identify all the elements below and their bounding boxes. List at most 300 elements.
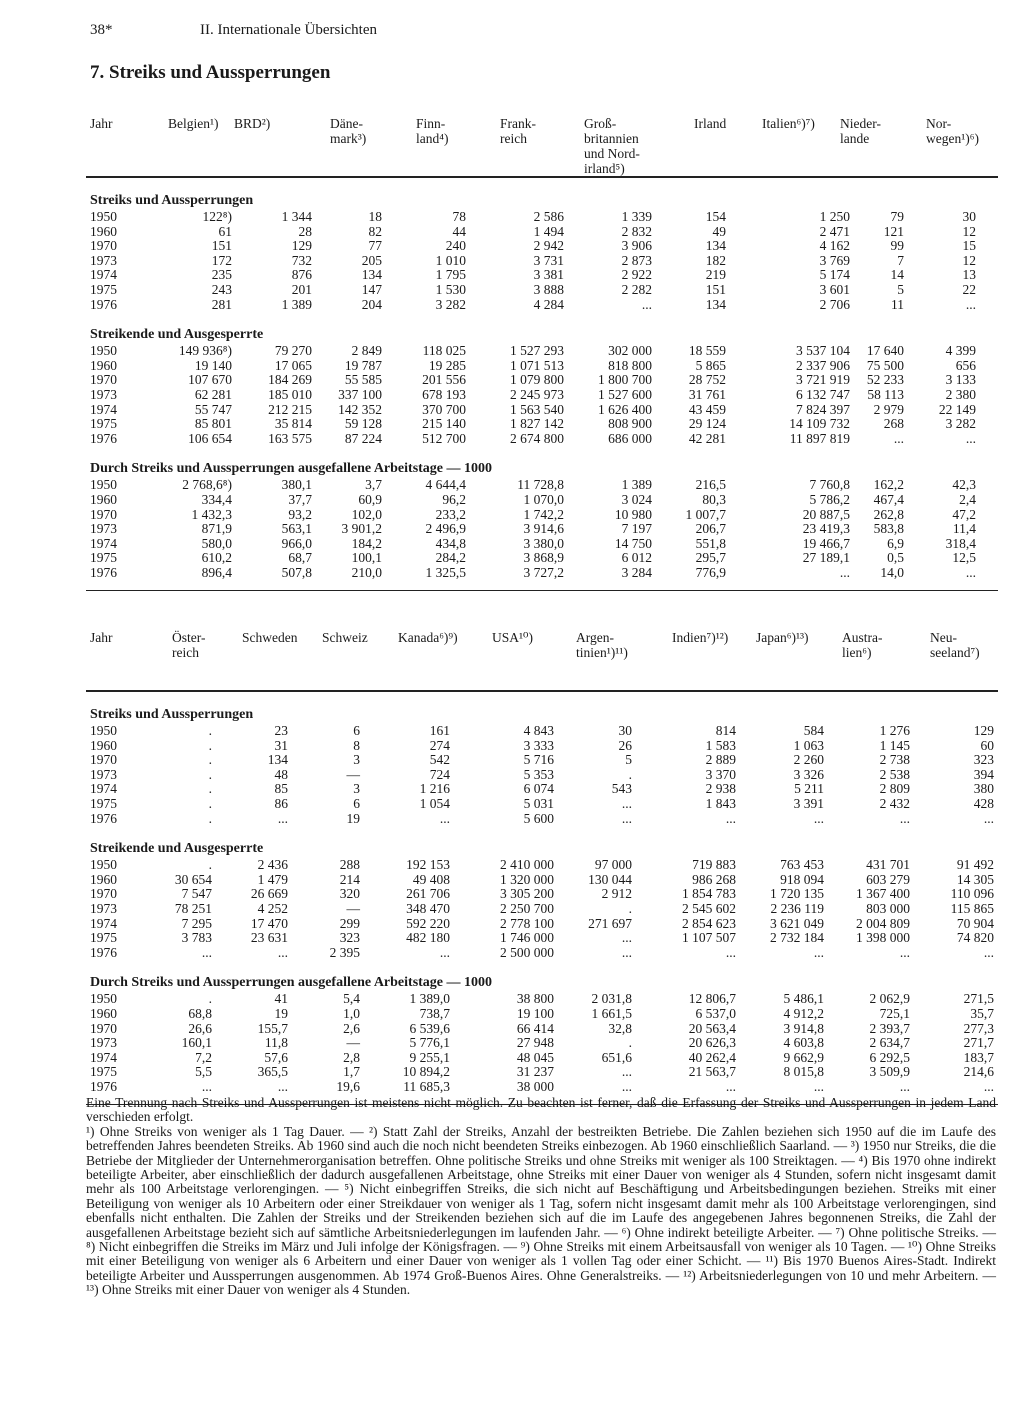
value-cell: 3 621 049 [770,915,824,931]
value-cell: 1 389,0 [409,991,450,1007]
year-cell: 1973 [90,252,117,268]
table-row [86,210,998,225]
table-row [86,239,998,254]
value-cell: 28 752 [688,372,726,388]
table-row [86,946,998,961]
value-cell: 1 320 000 [500,871,554,887]
value-cell: 2 062,9 [869,991,910,1007]
table-row [86,917,998,932]
value-cell: 1 795 [435,267,466,283]
value-cell: 70 904 [956,915,994,931]
value-cell: 2 500 000 [500,944,554,960]
value-cell: 542 [429,752,450,768]
value-cell: 26 669 [250,886,288,902]
value-cell: 19 466,7 [802,535,850,551]
year-cell: 1950 [90,991,117,1007]
year-cell: 1970 [90,886,117,902]
value-cell: 3 721 919 [796,372,850,388]
table-row [86,753,998,768]
value-cell: 2 832 [621,223,652,239]
value-cell: 2 260 [793,752,824,768]
value-cell: 3 901,2 [341,521,382,537]
value-cell: 201 556 [422,372,466,388]
value-cell: — [346,766,360,782]
value-cell: 7 824 397 [796,401,850,417]
value-cell: 99 [890,238,904,254]
value-cell: 365,5 [257,1064,288,1080]
year-cell: 1960 [90,223,117,239]
value-cell: 2 873 [621,252,652,268]
value-cell: 134 [705,296,726,312]
table-row [86,493,998,508]
year-cell: 1976 [90,1078,117,1094]
value-cell: 57,6 [264,1049,288,1065]
value-cell: 4 644,4 [425,477,466,493]
value-cell: . [628,1035,632,1051]
year-cell: 1976 [90,564,117,580]
value-cell: 85 [274,781,288,797]
value-cell: 205 [361,252,382,268]
value-cell: 12 [962,252,976,268]
year-cell: 1975 [90,1064,117,1080]
value-cell: 380,1 [281,477,312,493]
value-cell: 29 124 [688,416,726,432]
value-cell: 2 496,9 [425,521,466,537]
table-row [86,1036,998,1051]
value-cell: 240 [445,238,466,254]
table2-header-9: Austra- lien⁶) [842,630,883,660]
value-cell: 5 031 [523,795,554,811]
value-cell: 876 [291,267,312,283]
table-row [86,873,998,888]
value-cell: 17 640 [866,343,904,359]
table2-header-2: Schweden [242,630,298,645]
value-cell: ... [725,944,736,960]
value-cell: 86 [274,795,288,811]
value-cell: 808 900 [608,416,652,432]
value-cell: 3 [353,781,360,797]
value-cell: 60 [980,737,994,753]
value-cell: . [628,766,632,782]
year-cell: 1973 [90,900,117,916]
table-row [86,254,998,269]
value-cell: 26 [618,737,632,753]
value-cell: 11,8 [264,1035,288,1051]
year-cell: 1950 [90,723,117,738]
value-cell: 1 843 [705,795,736,811]
year-cell: 1950 [90,343,117,359]
table2-header-1: Öster- reich [172,630,206,660]
value-cell: 2,8 [343,1049,360,1065]
value-cell: . [208,766,212,782]
value-cell: 1 827 142 [510,416,564,432]
table2-section-2 [86,974,998,1094]
value-cell: 3,7 [365,477,382,493]
value-cell: 1 344 [281,209,312,224]
value-cell: 512 700 [422,430,466,446]
year-cell: 1976 [90,430,117,446]
value-cell: 3 [353,752,360,768]
value-cell: 763 453 [780,857,824,873]
value-cell: 1 432,3 [191,506,232,522]
value-cell: 28 [298,223,312,239]
value-cell: 61 [218,223,232,239]
value-cell: 1 854 783 [682,886,736,902]
page-header [90,22,377,39]
table1-bottom-rule [86,580,998,591]
page-number: 38* [90,22,113,38]
value-cell: 1 389 [281,296,312,312]
value-cell: ... [813,1078,824,1094]
value-cell: 3 769 [819,252,850,268]
value-cell: 17 065 [274,357,312,373]
value-cell: 5 [625,752,632,768]
value-cell: 583,8 [873,521,904,537]
year-cell: 1974 [90,1049,117,1065]
value-cell: 14 750 [614,535,652,551]
year-cell: 1974 [90,915,117,931]
table2-header-10: Neu- seeland⁷) [930,630,980,660]
table1-section-2 [86,460,998,580]
value-cell: ... [621,795,632,811]
value-cell: 262,8 [873,506,904,522]
value-cell: 106 654 [188,430,232,446]
table1-header-1: Belgien¹) [168,116,219,131]
value-cell: 3 391 [793,795,824,811]
value-cell: 482 180 [406,930,450,946]
value-cell: 1 494 [533,223,564,239]
value-cell: 1 325,5 [425,564,466,580]
value-cell: ... [641,296,652,312]
value-cell: 986 268 [692,871,736,887]
table1-header-10: Nor- wegen¹)⁶) [926,116,979,146]
value-cell: 27 189,1 [802,550,850,566]
value-cell: 26,6 [188,1020,212,1036]
value-cell: 23 631 [250,930,288,946]
value-cell: 19 140 [194,357,232,373]
value-cell: 40 262,4 [688,1049,736,1065]
value-cell: ... [965,296,976,312]
value-cell: . [208,781,212,797]
value-cell: 584 [803,723,824,738]
value-cell: 182 [705,252,726,268]
value-cell: 6,9 [887,535,904,551]
value-cell: 62 281 [194,386,232,402]
year-cell: 1974 [90,781,117,797]
value-cell: 35 814 [274,416,312,432]
value-cell: 738,7 [419,1005,450,1021]
table-row [86,432,998,447]
table-title: 7. Streiks und Aussperrungen [90,62,331,83]
value-cell: 6 292,5 [869,1049,910,1065]
value-cell: 20 626,3 [688,1035,736,1051]
table2-section-0 [86,706,998,826]
value-cell: 5 486,1 [783,991,824,1007]
table1-header-5: Frank- reich [500,116,536,146]
value-cell: 2 768,6⁸) [182,477,232,493]
value-cell: 115 865 [950,900,994,916]
value-cell: 58 113 [867,386,904,402]
value-cell: 22 [962,281,976,297]
value-cell: . [208,857,212,873]
value-cell: 162,2 [873,477,904,493]
year-cell: 1970 [90,1020,117,1036]
year-cell: 1960 [90,737,117,753]
value-cell: 896,4 [201,564,232,580]
value-cell: 22 149 [938,401,976,417]
value-cell: 17 470 [250,915,288,931]
value-cell: 2 912 [601,886,632,902]
value-cell: 1,0 [343,1005,360,1021]
value-cell: 966,0 [281,535,312,551]
value-cell: 11,4 [952,521,976,537]
value-cell: 1 563 540 [510,401,564,417]
value-cell: 3 326 [793,766,824,782]
year-cell: 1973 [90,766,117,782]
value-cell: 184,2 [351,535,382,551]
value-cell: 13 [962,267,976,283]
table-row [86,887,998,902]
value-cell: 281 [211,296,232,312]
value-cell: 147 [361,281,382,297]
value-cell: 5 716 [523,752,554,768]
value-cell: 3 914,6 [523,521,564,537]
value-cell: 107 670 [188,372,232,388]
table1-header-4: Finn- land⁴) [416,116,449,146]
table2-section-1 [86,840,998,960]
value-cell: 603 279 [866,871,910,887]
value-cell: 2 380 [945,386,976,402]
value-cell: 151 [211,238,232,254]
value-cell: 15 [962,238,976,254]
value-cell: ... [983,944,994,960]
value-cell: 31 [274,737,288,753]
value-cell: 3 282 [945,416,976,432]
value-cell: 3 381 [533,267,564,283]
table2-header-3: Schweiz [322,630,368,645]
value-cell: . [208,723,212,738]
value-cell: 1 250 [819,209,850,224]
value-cell: 2 337 906 [796,357,850,373]
value-cell: ... [201,1078,212,1094]
value-cell: 3 868,9 [523,550,564,566]
value-cell: 85 801 [194,416,232,432]
table-row [86,373,998,388]
table-row [86,1022,998,1037]
value-cell: ... [965,564,976,580]
table-row [86,522,998,537]
year-cell: 1974 [90,267,117,283]
table2-header-5: USA¹⁰) [492,630,533,645]
value-cell: 19,6 [336,1078,360,1094]
value-cell: 6 074 [523,781,554,797]
value-cell: 507,8 [281,564,312,580]
value-cell: 100,1 [351,550,382,566]
value-cell: 3 380,0 [523,535,564,551]
section-title: II. Internationale Übersichten [200,22,378,38]
value-cell: 43 459 [688,401,726,417]
value-cell: 2 942 [533,238,564,254]
value-cell: 23 [274,723,288,738]
value-cell: 19 285 [428,357,466,373]
table-row [86,417,998,432]
value-cell: 11 728,8 [517,477,564,493]
value-cell: 14 [890,267,904,283]
value-cell: 4 399 [945,343,976,359]
value-cell: 18 [368,209,382,224]
value-cell: 2 282 [621,281,652,297]
table1-header-0: Jahr [90,116,113,131]
value-cell: 12 806,7 [688,991,736,1007]
value-cell: 288 [339,857,360,873]
table2-header-7: Indien⁷)¹²) [672,630,729,645]
value-cell: 1 626 400 [598,401,652,417]
value-cell: 97 000 [594,857,632,873]
value-cell: ... [813,810,824,826]
value-cell: 4 912,2 [783,1005,824,1021]
table1-column-headers [86,112,998,178]
value-cell: 32,8 [608,1020,632,1036]
value-cell: 142 352 [338,401,382,417]
value-cell: 163 575 [268,430,312,446]
value-cell: ... [899,1078,910,1094]
year-cell: 1960 [90,491,117,507]
value-cell: 14 109 732 [789,416,850,432]
section-heading: Durch Streiks und Aussperrungen ausgefallene Arbeitstage — 1000 [90,975,493,991]
value-cell: ... [965,430,976,446]
value-cell: ... [277,944,288,960]
value-cell: 30 [618,723,632,738]
value-cell: ... [899,944,910,960]
value-cell: 2 004 809 [856,915,910,931]
value-cell: 78 251 [174,900,212,916]
table2-column-headers [86,626,998,692]
value-cell: 1 527 600 [598,386,652,402]
value-cell: 134 [361,267,382,283]
value-cell: 274 [429,737,450,753]
table1-header-2: BRD²) [234,116,271,131]
value-cell: 3 333 [523,737,554,753]
value-cell: 21 563,7 [688,1064,736,1080]
year-cell: 1975 [90,795,117,811]
value-cell: 11 [891,296,904,312]
value-cell: 2 979 [873,401,904,417]
value-cell: 48 [274,766,288,782]
table-row [86,797,998,812]
value-cell: 7 760,8 [809,477,850,493]
year-cell: 1970 [90,752,117,768]
table2-header-6: Argen- tinien¹)¹¹) [576,630,628,660]
value-cell: 160,1 [181,1035,212,1051]
value-cell: 2 410 000 [500,857,554,873]
table-row [86,1051,998,1066]
value-cell: ... [201,944,212,960]
value-cell: 1 389 [621,477,652,493]
table1-header-9: Nieder- lande [840,116,881,146]
value-cell: 122⁸) [202,209,232,224]
value-cell: 2 586 [533,209,564,224]
value-cell: 79 270 [274,343,312,359]
value-cell: ... [439,810,450,826]
value-cell: 6 [353,795,360,811]
value-cell: 37,7 [288,491,312,507]
value-cell: 563,1 [281,521,312,537]
value-cell: 2 471 [819,223,850,239]
table-row [86,566,998,581]
value-cell: 277,3 [963,1020,994,1036]
value-cell: 6 012 [621,550,652,566]
value-cell: 337 100 [338,386,382,402]
value-cell: 323 [339,930,360,946]
table-row [86,782,998,797]
value-cell: 2 250 700 [500,900,554,916]
value-cell: 2 938 [705,781,736,797]
value-cell: 59 128 [344,416,382,432]
table-row [86,359,998,374]
value-cell: 233,2 [435,506,466,522]
value-cell: 551,8 [695,535,726,551]
value-cell: 3 024 [621,491,652,507]
table-row [86,537,998,552]
value-cell: 1 216 [419,781,450,797]
value-cell: 82 [368,223,382,239]
year-cell: 1976 [90,810,117,826]
value-cell: ... [983,810,994,826]
value-cell: 1 527 293 [510,343,564,359]
value-cell: 1 746 000 [500,930,554,946]
value-cell: 192 153 [406,857,450,873]
value-cell: ... [621,1078,632,1094]
value-cell: 370 700 [422,401,466,417]
year-cell: 1976 [90,296,117,312]
note-footnotes: ¹) Ohne Streiks von weniger als 1 Tag Dauer. — ²) Statt Zahl der Streiks, Anzahl der bestreikten Betriebe. Die Zahlen beziehen sich 1950 auf die im Laufe des betreffenden Jahres beendeten Streiks. Ab 1960 sind auch die noch nicht beendeten Streiks einbezogen. Ab 1960 einschließlich Saarland. — ³) 1950 nur Streiks, die die Betriebe der Mitglieder der Unternehmerorganisation betreffen. Ohne politische Streiks und ohne Streiks mit weniger als 100 Streiktagen. — ⁴) Bis 1970 ohne indirekt beteiligte Arbeiter, aber einschließlich der dadurch ausgefallenen Arbeitstage, ohne Streiks mit einer Dauer von weniger als 4 Stunden, sofern nicht insgesamt damit mehr als 100 Arbeitstage verlorengingen. — ⁵) Nicht einbegriffen Streiks, die sich nicht auf Beschäftigung und Arbeitsbedingungen beziehen. Streiks mit einer Beteiligung von weniger als 10 Arbeitern oder einer Streikdauer von weniger als 1 Tag, sofern nicht insgesamt damit mehr als 100 Arbeitstage verlorengingen, sind ebenfalls nicht enthalten. Die Zahlen der Streiks und der Streikenden beziehen sich auf die im Laufe des angegebenen Jahres begonnenen Streiks, die Zahl der ausgefallenen Arbeitstage bezieht sich auf sämtliche Arbeitsniederlegungen im laufenden Jahr. — ⁶) Ohne indirekt beteiligte Arbeiter. — ⁷) Ohne politische Streiks. — ⁸) Nicht einbegriffen die Streiks im März und Juli infolge der Königsfragen. — ⁹) Ohne Streiks mit einem Arbeitsausfall von weniger als 10 Tagen. — ¹⁰) Ohne Streiks mit einer Beteiligung von weniger als 6 Arbeitern und einer Dauer von weniger als 1 vollen Tag oder einer Schicht. — ¹¹) Bis 1970 Buenos Aires-Stadt. Indirekt beteiligte Arbeiter und Aussperrungen ausgenommen. Ab 1974 Groß-Buenos Aires. Ohne Generalstreiks. — ¹²) Arbeitsniederlegungen von 10 und mehr Arbeitern. — ¹³) Ohne Streiks mit einer Dauer von weniger als 4 Stunden. [86,1123,996,1298]
value-cell: 7,2 [195,1049,212,1065]
value-cell: 201 [291,281,312,297]
value-cell: 93,2 [288,506,312,522]
value-cell: 2 236 119 [770,900,824,916]
value-cell: 1 661,5 [591,1005,632,1021]
value-cell: 2 031,8 [591,991,632,1007]
value-cell: 19 [274,1005,288,1021]
table-row [86,508,998,523]
value-cell: 102,0 [351,506,382,522]
value-cell: 5 353 [523,766,554,782]
value-cell: 3 509,9 [869,1064,910,1080]
value-cell: ... [839,564,850,580]
value-cell: 3 370 [705,766,736,782]
value-cell: 732 [291,252,312,268]
value-cell: ... [439,944,450,960]
value-cell: 96,2 [442,491,466,507]
value-cell: 14 305 [956,871,994,887]
value-cell: 2 674 800 [510,430,564,446]
value-cell: 80,3 [702,491,726,507]
value-cell: 2 889 [705,752,736,768]
table-row [86,283,998,298]
value-cell: 9 662,9 [783,1049,824,1065]
value-cell: . [208,991,212,1007]
year-cell: 1970 [90,506,117,522]
value-cell: 320 [339,886,360,902]
value-cell: 19 787 [344,357,382,373]
table-row [86,768,998,783]
value-cell: 151 [705,281,726,297]
table-row [86,1065,998,1080]
value-cell: 5 776,1 [409,1035,450,1051]
year-cell: 1950 [90,477,117,493]
table1-header-8: Italien⁶)⁷) [762,116,815,131]
value-cell: 323 [973,752,994,768]
